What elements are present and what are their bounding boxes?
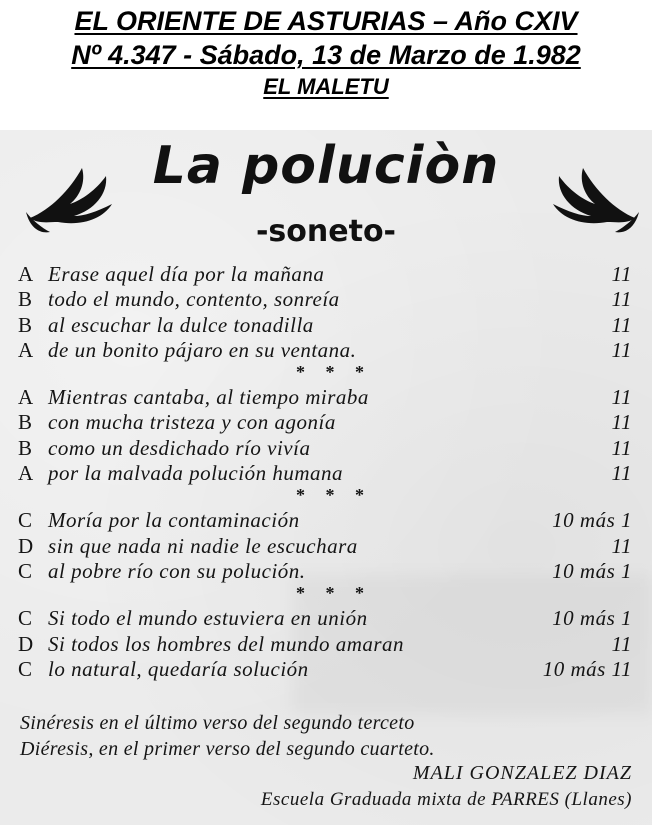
rhyme-letter: D (18, 631, 34, 656)
verse-line (18, 385, 632, 410)
syllable-count: 11 (611, 385, 632, 410)
poem-subtitle: -soneto- (255, 214, 397, 249)
syllable-count: 10 más 1 (552, 508, 632, 533)
verse-text: Mientras cantaba, al tiempo miraba (48, 385, 369, 410)
metric-notes (20, 710, 632, 762)
verse-text: al pobre río con su polución. (48, 558, 306, 583)
verse-text: Moría por la contaminación (48, 508, 300, 533)
syllable-count: 11 (611, 287, 632, 312)
rhyme-letter: B (18, 410, 33, 435)
verse-text: Si todo el mundo estuviera en unión (48, 606, 368, 631)
verse-text: Si todos los hombres del mundo amaran (48, 631, 405, 656)
verse-line (18, 534, 632, 559)
verse-line (18, 410, 632, 435)
verse-line (18, 313, 632, 338)
newspaper-name-line: EL ORIENTE DE ASTURIAS – Año CXIV (74, 6, 578, 36)
verse-text: por la malvada polución humana (48, 461, 343, 486)
verse-text: Erase aquel día por la mañana (48, 262, 325, 286)
syllable-count: 11 (611, 533, 632, 558)
rhyme-letter: A (18, 262, 34, 286)
rhyme-letter: B (18, 435, 33, 460)
rhyme-letter: A (18, 461, 34, 486)
verse-text: sin que nada ni nadie le escuchara (48, 533, 358, 558)
verse-text: al escuchar la dulce tonadilla (48, 312, 314, 337)
stanza-separator: * * * (296, 485, 372, 506)
rhyme-letter: C (18, 606, 33, 631)
syllable-count: 11 (611, 631, 632, 656)
syllable-count: 10 más 11 (542, 656, 632, 681)
syllable-count: 11 (611, 435, 632, 460)
verse-line (18, 262, 632, 287)
verse-text: de un bonito pájaro en su ventana. (48, 337, 357, 362)
syllable-count: 11 (611, 410, 632, 435)
newspaper-header (0, 0, 652, 102)
syllable-count: 11 (611, 312, 632, 337)
syllable-count: 10 más 1 (552, 558, 632, 583)
verse-line (18, 508, 632, 533)
note-line: Diéresis, en el primer verso del segundo cuarteto. (20, 738, 435, 760)
verse-text: como un desdichado río vivía (48, 435, 311, 460)
verse-line (18, 338, 632, 363)
note-line: Sinéresis en el último verso del segundo terceto (20, 712, 415, 734)
syllable-count: 11 (611, 337, 632, 362)
syllable-count: 10 más 1 (552, 606, 632, 631)
author-name: MALI GONZALEZ DIAZ (412, 762, 632, 784)
verse-text: todo el mundo, contento, sonreía (48, 287, 340, 312)
issue-date-line: Nº 4.347 - Sábado, 13 de Marzo de 1.982 (71, 40, 581, 70)
verse-line (18, 287, 632, 312)
rhyme-letter: B (18, 287, 33, 312)
verse-text: con mucha tristeza y con agonía (48, 410, 336, 435)
stanza-separator: * * * (296, 362, 372, 383)
verse-line (18, 559, 632, 584)
rhyme-letter: D (18, 533, 34, 558)
rhyme-letter: A (18, 385, 34, 410)
poem-title: La poluciòn (152, 136, 500, 196)
rhyme-letter: C (18, 558, 33, 583)
verse-line (18, 632, 632, 657)
section-title: EL MALETU (263, 74, 389, 99)
school-name: Escuela Graduada mixta de PARRES (Llanes) (260, 789, 632, 810)
verse-line (18, 461, 632, 486)
syllable-count: 11 (611, 262, 632, 286)
syllable-count: 11 (611, 461, 632, 486)
verse-text: lo natural, quedaría solución (48, 656, 309, 681)
stanza-separator: * * * (296, 583, 372, 604)
rhyme-letter: C (18, 508, 33, 533)
rhyme-letter: B (18, 312, 33, 337)
verse-line (18, 436, 632, 461)
rhyme-letter: C (18, 656, 33, 681)
sonnet-body (18, 262, 632, 682)
verse-line (18, 657, 632, 682)
verse-line (18, 606, 632, 631)
rhyme-letter: A (18, 337, 34, 362)
